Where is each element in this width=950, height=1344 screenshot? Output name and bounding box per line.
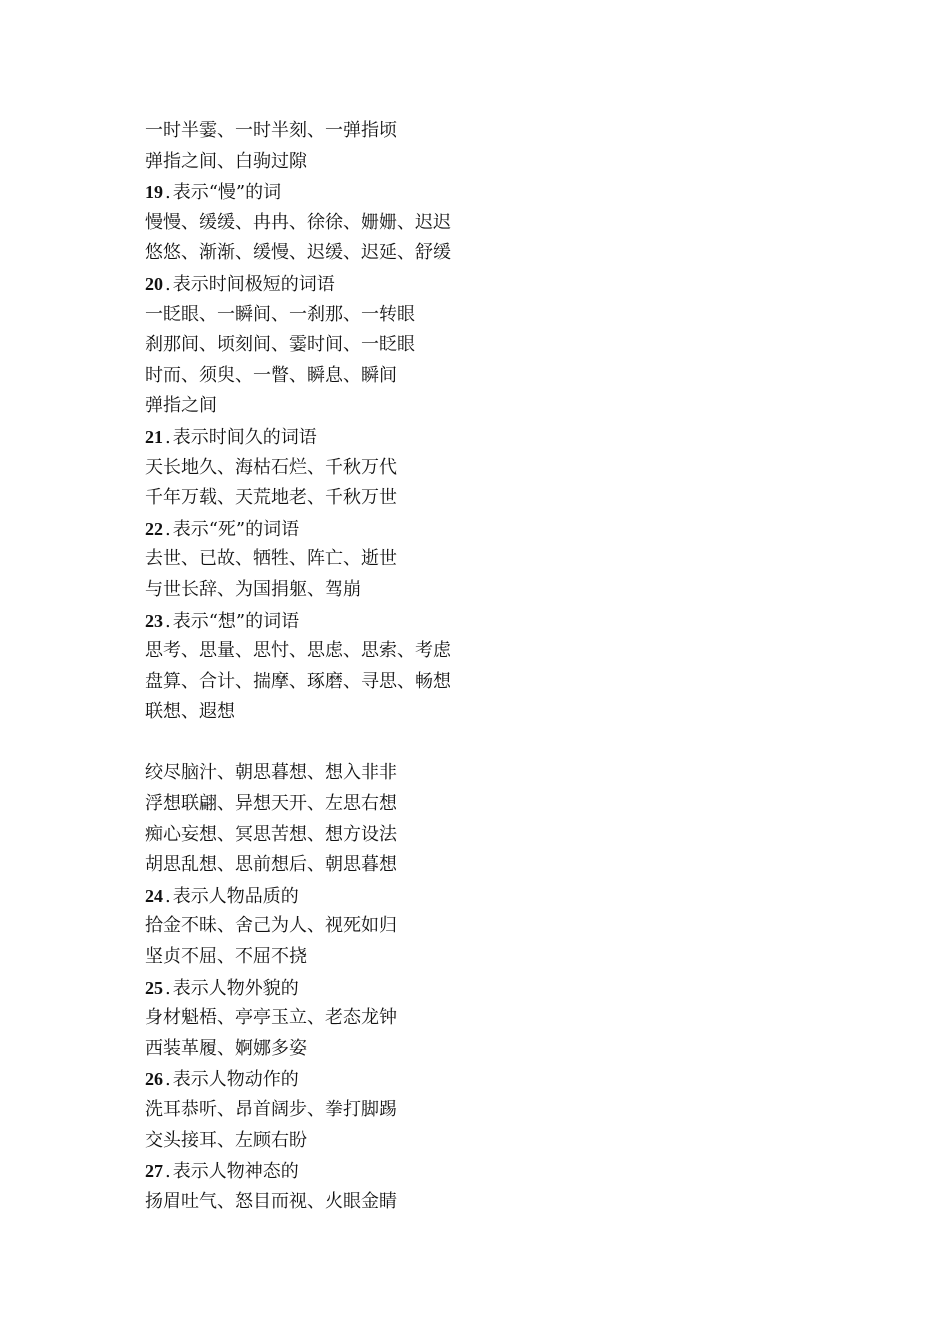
section-number: 26 xyxy=(145,1069,163,1090)
word-list-line: 弹指之间、白驹过隙 xyxy=(145,150,307,172)
word-list-line: 刹那间、顷刻间、霎时间、一眨眼 xyxy=(145,334,415,356)
word-list-line: 浮想联翩、异想天开、左思右想 xyxy=(145,793,397,815)
word-list-line: 扬眉吐气、怒目而视、火眼金睛 xyxy=(145,1190,397,1212)
section-heading xyxy=(145,269,845,300)
section-separator: . xyxy=(165,182,171,204)
word-list-line: 坚贞不屈、不屈不挠 xyxy=(145,946,307,968)
word-list-line: 一眨眼、一瞬间、一刹那、一转眼 xyxy=(145,303,415,325)
section-heading xyxy=(145,1156,845,1187)
word-list-line: 盘算、合计、揣摩、琢磨、寻思、畅想 xyxy=(145,670,451,692)
word-list-line: 慢慢、缓缓、冉冉、徐徐、姗姗、迟迟 xyxy=(145,211,451,233)
word-list-line: 洗耳恭听、昂首阔步、拳打脚踢 xyxy=(145,1099,397,1120)
section-heading xyxy=(145,606,845,637)
document-page xyxy=(145,116,845,1217)
section-title: 表示“慢”的词 xyxy=(172,182,282,204)
word-list-line: 与世长辞、为国捐躯、驾崩 xyxy=(145,578,361,600)
word-list-line: 一时半霎、一时半刻、一弹指顷 xyxy=(145,120,397,141)
section-title: 表示人物神态的 xyxy=(172,1161,299,1183)
section-separator: . xyxy=(165,1069,171,1091)
word-list-line: 千年万载、天荒地老、千秋万世 xyxy=(145,487,397,509)
word-list-line: 痴心妄想、冥思苦想、想方设法 xyxy=(145,823,397,845)
section-separator: . xyxy=(165,977,171,999)
section-number: 25 xyxy=(145,977,163,998)
section-title: 表示人物品质的 xyxy=(172,885,299,907)
section-number: 24 xyxy=(145,885,163,906)
section-separator: . xyxy=(165,273,171,295)
section-separator: . xyxy=(165,518,171,540)
word-list-line: 天长地久、海枯石烂、千秋万代 xyxy=(145,456,397,478)
section-heading xyxy=(145,881,845,912)
word-list-line: 悠悠、渐渐、缓慢、迟缓、迟延、舒缓 xyxy=(145,242,451,264)
word-list-line: 拾金不昧、舍己为人、视死如归 xyxy=(145,915,397,937)
section-separator: . xyxy=(165,610,171,632)
word-list-line: 西装革履、婀娜多姿 xyxy=(145,1037,307,1059)
section-title: 表示时间久的词语 xyxy=(172,426,317,448)
section-title: 表示“死”的词语 xyxy=(172,518,300,540)
blank-line xyxy=(145,728,845,759)
word-list-line: 思考、思量、思忖、思虑、思索、考虑 xyxy=(145,640,451,662)
section-separator: . xyxy=(165,426,171,448)
word-list-line: 胡思乱想、思前想后、朝思暮想 xyxy=(145,854,397,876)
section-number: 21 xyxy=(145,426,163,447)
section-heading xyxy=(145,177,845,208)
word-list-line: 联想、遐想 xyxy=(145,701,235,723)
word-list-line: 时而、须臾、一瞥、瞬息、瞬间 xyxy=(145,364,397,386)
section-number: 19 xyxy=(145,182,163,203)
section-title: 表示“想”的词语 xyxy=(172,610,300,632)
word-list-line: 交头接耳、左顾右盼 xyxy=(145,1129,307,1151)
section-separator: . xyxy=(165,1161,171,1183)
section-number: 27 xyxy=(145,1161,163,1182)
section-separator: . xyxy=(165,885,171,907)
section-number: 23 xyxy=(145,610,163,631)
word-list-line: 身材魁梧、亭亭玉立、老态龙钟 xyxy=(145,1007,397,1029)
section-heading xyxy=(145,514,845,545)
section-title: 表示时间极短的词语 xyxy=(172,273,335,295)
word-list-line: 弹指之间 xyxy=(145,395,217,417)
section-heading xyxy=(145,973,845,1004)
section-title: 表示人物动作的 xyxy=(172,1069,299,1091)
word-list-line: 去世、已故、牺牲、阵亡、逝世 xyxy=(145,548,397,570)
section-heading xyxy=(145,422,845,453)
section-heading xyxy=(145,1064,845,1095)
section-title: 表示人物外貌的 xyxy=(172,977,299,999)
section-number: 22 xyxy=(145,518,163,539)
word-list-line: 绞尽脑汁、朝思暮想、想入非非 xyxy=(145,762,397,784)
section-number: 20 xyxy=(145,273,163,294)
